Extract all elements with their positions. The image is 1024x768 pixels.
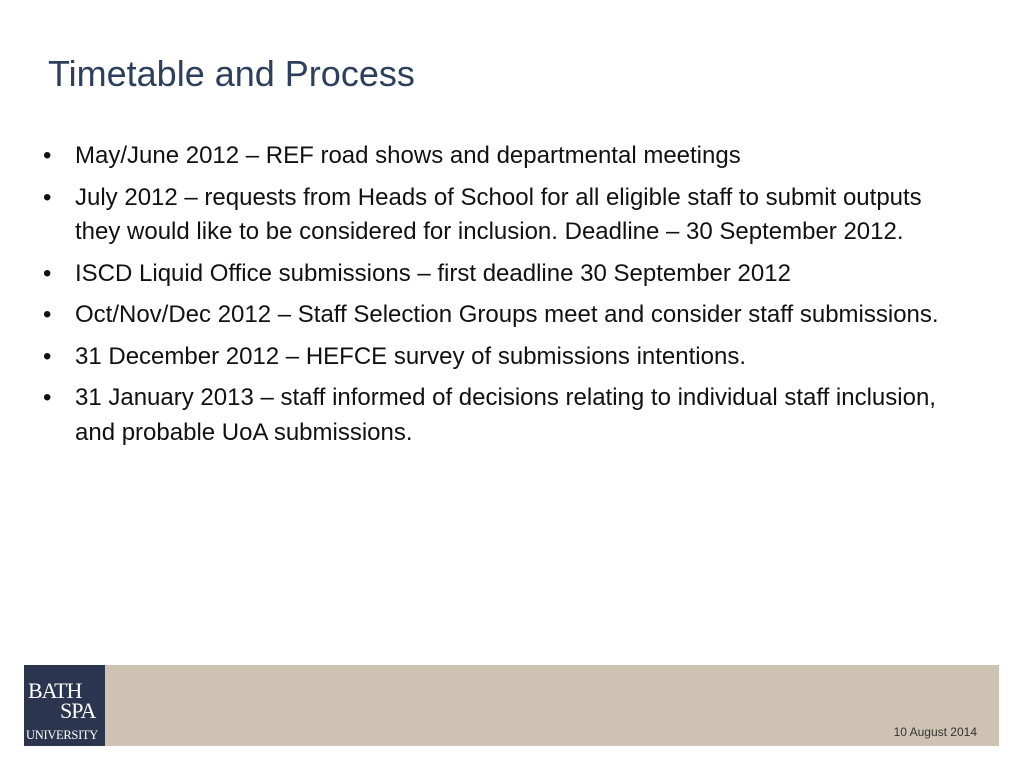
footer-bar (24, 665, 999, 746)
logo-line-university: UNIVERSITY (26, 728, 98, 742)
logo-line-bath: BATH (28, 678, 82, 703)
bullet-item-6: • 31 January 2013 – staff informed of decisions relating to individual staff inclusion, and probable UoA submissions. (42, 381, 962, 450)
bullet-item-5: • 31 December 2012 – HEFCE survey of submissions intentions. (42, 340, 962, 375)
footer-date: 10 August 2014 (893, 725, 977, 739)
bullet-item-3: • ISCD Liquid Office submissions – first deadline 30 September 2012 (42, 257, 962, 292)
slide-title: Timetable and Process (48, 53, 415, 94)
bullet-list (42, 139, 962, 457)
bullet-item-2: • July 2012 – requests from Heads of School for all eligible staff to submit outputs they would like to be considered for inclusion. Deadline – 30 September 2012. (42, 181, 962, 250)
university-logo (24, 665, 105, 746)
logo-line-spa: SPA (60, 698, 96, 723)
bullet-item-4: • Oct/Nov/Dec 2012 – Staff Selection Groups meet and consider staff submissions. (42, 298, 962, 333)
bullet-item-1: • May/June 2012 – REF road shows and departmental meetings (42, 139, 962, 174)
